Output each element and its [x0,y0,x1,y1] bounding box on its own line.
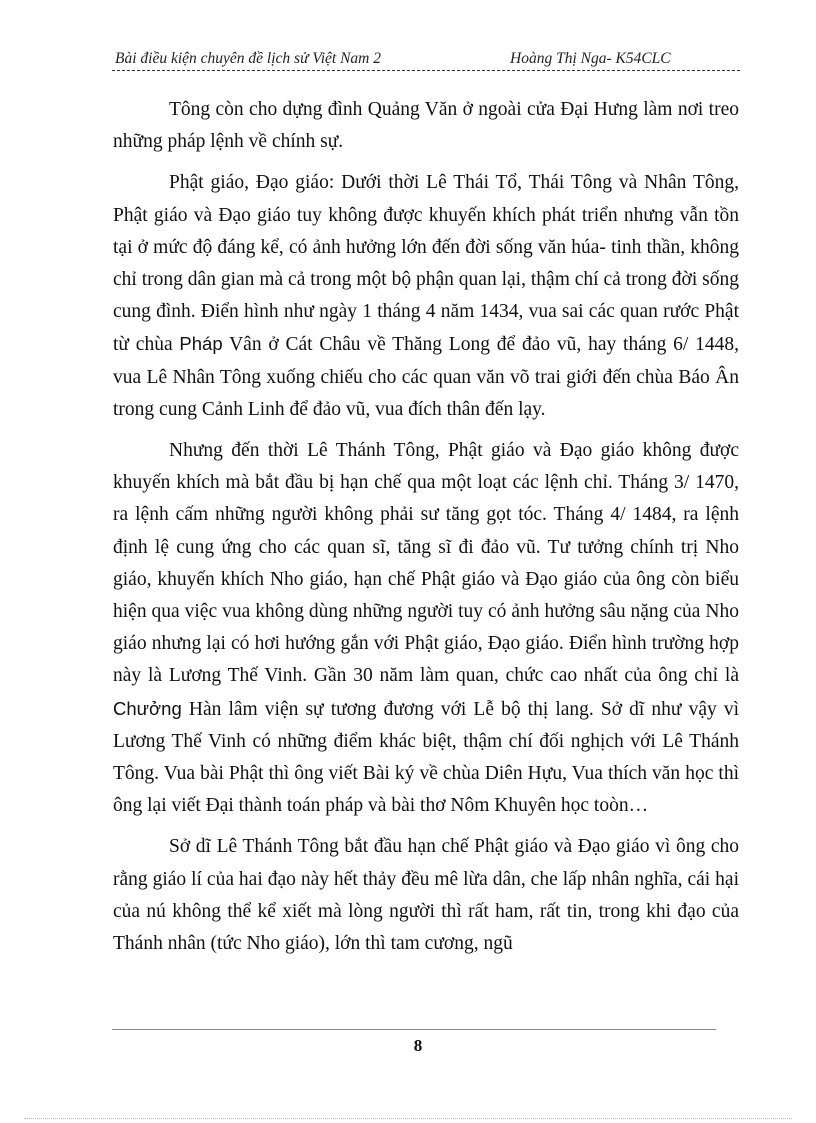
paragraph-2 [113,167,739,426]
paragraph-2-part-1: Phật giáo, Đạo giáo: Dưới thời Lê Thái Tổ, Thái Tông và Nhân Tông, Phật giáo và Đạo giáo tuy không được khuyến khích phát triển nhưng vẫn tồn tại ở mức độ đáng kể, có ảnh hưởng lớn đến đời sống văn húa- tinh thần, không chỉ trong dân gian mà cả trong một bộ phận quan lại, thậm chí cả trong đời sống cung đình. Điển hình như ngày 1 tháng 4 năm 1434, vua sai các quan rước Phật từ chùa [113,172,739,356]
paragraph-1: Tông còn cho dựng đình Quảng Văn ở ngoài cửa Đại Hưng làm nơi treo những pháp lệnh về chính sự. [113,99,739,153]
header-document-title: Bài điều kiện chuyên đề lịch sử Việt Nam 2 [115,50,381,67]
page-header [112,48,740,71]
paragraph-2-part-2: Vân ở Cát Châu về Thăng Long để đảo vũ, hay tháng 6/ 1448, vua Lê Nhân Tông xuống chiếu cho các quan văn võ trai giới đến chùa Báo Ân trong cung Cảnh Linh để đảo vũ, vua đích thân đến lạy. [113,334,740,420]
paragraph-3-part-1: Nhưng đến thời Lê Thánh Tông, Phật giáo và Đạo giáo không được khuyến khích mà bắt đầu bị hạn chế qua một loạt các lệnh chỉ. Tháng 3/ 1470, ra lệnh cấm những người không phải sư tăng gọt tóc. Tháng 4/ 1484, ra lệnh định lệ cung ứng cho các quan sĩ, tăng sĩ đi đảo vũ. Tư tưởng chính trị Nho giáo, khuyến khích Nho giáo, hạn chế Phật giáo và Đạo giáo của ông còn biểu hiện qua việc vua không dùng những người tuy có ảnh hưởng sâu nặng của Nho giáo nhưng lại có hơi hướng gắn với Phật giáo, Đạo giáo. Điển hình trường hợp này là Lương Thế Vinh. Gần 30 năm làm quan, chức cao nhất của ông chỉ là [113,440,739,687]
header-author: Hoàng Thị Nga- K54CLC [510,50,671,67]
paragraph-3-sans-word: Chưởng [113,697,182,719]
paragraph-3 [113,435,739,822]
paragraph-4: Sở dĩ Lê Thánh Tông bắt đầu hạn chế Phật giáo và Đạo giáo vì ông cho rằng giáo lí của hai đạo này hết thảy đều mê lừa dân, che lấp nhân nghĩa, cái hại của nú không thể kể xiết mà lòng người thì rất ham, rất tin, trong khi đạo của Thánh nhân (tức Nho giáo), lớn thì tam cương, ngũ [113,836,739,955]
paragraph-2-sans-word: Pháp [179,333,223,355]
paragraph-3-part-2: Hàn lâm viện sự tương đương với Lễ bộ thị lang. Sở dĩ như vậy vì Lương Thế Vinh có những điểm khác biệt, thậm chí đối nghịch với Lê Thánh Tông. Vua bài Phật thì ông viết Bài ký về chùa Diên Hựu, Vua thích văn học thì ông lại viết Đại thành toán pháp và bài thơ Nôm Khuyên học toòn… [113,698,740,817]
page-bottom-border [24,1118,792,1119]
page-number: 8 [413,1036,423,1055]
footer-divider [112,1029,716,1030]
document-body [113,94,739,960]
